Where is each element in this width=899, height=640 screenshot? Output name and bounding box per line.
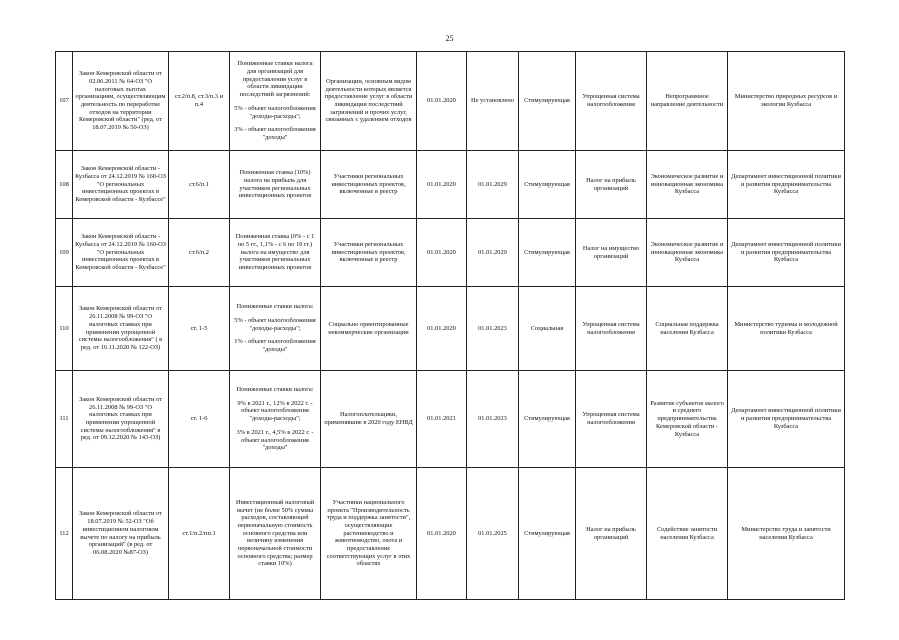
recipients-cell: Участники региональных инвестиционных проектов, включенные в реестр <box>321 151 417 219</box>
end-date-cell: 01.01.2023 <box>467 371 519 468</box>
benefit-line: 3% в 2021 г., 4,5% в 2022 г. - объект налогообложения "доходы" <box>236 428 314 452</box>
benefit-line: Пониженные ставки налога: <box>236 303 314 311</box>
benefit-type-cell: Стимулирующая <box>519 468 576 600</box>
tax-name-cell: Налог на имущество организаций <box>576 219 647 287</box>
tax-name-cell: Налог на прибыль организаций <box>576 468 647 600</box>
row-number: 108 <box>56 151 73 219</box>
benefit-type-cell: Социальная <box>519 287 576 371</box>
table-row <box>56 287 845 371</box>
table-row <box>56 371 845 468</box>
curator-cell: Департамент инвестиционной политики и развития предпринимательства Кузбасса <box>728 371 845 468</box>
row-number: 109 <box>56 219 73 287</box>
end-date-cell: 01.01.2025 <box>467 468 519 600</box>
start-date-cell: 01.01.2020 <box>417 468 467 600</box>
end-date-cell: 01.01.2029 <box>467 219 519 287</box>
article-cell: ст. 1-5 <box>169 287 230 371</box>
benefit-line: Пониженные ставки налога: <box>236 386 314 394</box>
benefit-line: 5% - объект налогообложения "доходы-расходы"; <box>234 104 316 120</box>
benefit-cell <box>230 371 321 468</box>
curator-cell: Министерство природных ресурсов и экологии Кузбасса <box>728 52 845 151</box>
benefit-cell <box>230 287 321 371</box>
page-number: 25 <box>445 34 454 43</box>
start-date-cell: 01.01.2020 <box>417 287 467 371</box>
row-number: 112 <box>56 468 73 600</box>
table-row <box>56 468 845 600</box>
benefit-line: 9% в 2021 г., 12% в 2022 г. - объект налогообложения "доходы-расходы"; <box>237 399 313 423</box>
benefit-cell <box>230 151 321 219</box>
start-date-cell: 01.01.2021 <box>417 371 467 468</box>
benefit-line: Пониженные ставки налога для организаций для предоставления услуг в области ликвидации последствий загрязнений: <box>237 60 313 99</box>
article-cell: ст.6/п.1 <box>169 151 230 219</box>
program-direction-cell: Содействие занятости населения Кузбасса <box>647 468 728 600</box>
article-cell: ст.2/п.8, ст.3/п.3 и п.4 <box>169 52 230 151</box>
end-date-cell: Не установлено <box>467 52 519 151</box>
benefit-type-cell: Стимулирующая <box>519 371 576 468</box>
program-direction-cell: Развитие субъектов малого и среднего предпринимательства Кемеровской области - Кузбасса <box>647 371 728 468</box>
start-date-cell: 01.01.2020 <box>417 219 467 287</box>
table-row <box>56 219 845 287</box>
law-cell: Закон Кемеровской области от 18.07.2019 № 52-ОЗ "Об инвестиционном налоговом вычете по налогу на прибыль организаций" (в ред. от 06.08.2020 №87-ОЗ) <box>73 468 169 600</box>
article-cell: ст.6/п.2 <box>169 219 230 287</box>
law-cell: Закон Кемеровской области - Кузбасса от 24.12.2019 № 160-ОЗ "О региональных инвестиционных проектах в Кемеровской области - Кузбассе" <box>73 219 169 287</box>
row-number: 111 <box>56 371 73 468</box>
program-direction-cell: Непрограммное направление деятельности <box>647 52 728 151</box>
law-cell: Закон Кемеровской области от 26.11.2008 № 99-ОЗ "О налоговых ставках при применении упрощенной системы налогообложения" ( в ред. от 16.11.2020 № 122-ОЗ) <box>73 287 169 371</box>
recipients-cell: Налогоплательщики, применявшие в 2020 году ЕНВД <box>321 371 417 468</box>
tax-name-cell: Упрощенная система налогообложения <box>576 371 647 468</box>
recipients-cell: Социально ориентированные некоммерческие организации <box>321 287 417 371</box>
curator-cell: Департамент инвестиционной политики и развития предпринимательства Кузбасса <box>728 219 845 287</box>
start-date-cell: 01.01.2020 <box>417 151 467 219</box>
recipients-cell: Участники национального проекта "Производительность труда и поддержка занятости", осуществляющие растениеводство и животноводство, охота и предоставление соответствующих услуг в этих областях <box>321 468 417 600</box>
program-direction-cell: Экономическое развитие и инновационная экономика Кузбасса <box>647 219 728 287</box>
curator-cell: Департамент инвестиционной политики и развития предпринимательства Кузбасса <box>728 151 845 219</box>
benefit-line: Пониженная ставка (10%) налога на прибыль для участников региональных инвестиционных проектов <box>238 169 312 200</box>
benefit-type-cell: Стимулирующая <box>519 219 576 287</box>
tax-name-cell: Налог на прибыль организаций <box>576 151 647 219</box>
benefit-cell <box>230 219 321 287</box>
benefit-line: 5% - объект налогообложения "доходы-расходы"; <box>234 316 316 332</box>
program-direction-cell: Экономическое развитие и инновационная экономика Кузбасса <box>647 151 728 219</box>
end-date-cell: 01.01.2029 <box>467 151 519 219</box>
tax-benefits-table <box>55 51 845 600</box>
recipients-cell: Организации, основным видом деятельности которых является предоставление услуг в области ликвидации последствий загрязнений и прочих услуг, связанных с удалением отходов <box>321 52 417 151</box>
article-cell: ст.1/п.2/пп.1 <box>169 468 230 600</box>
row-number: 110 <box>56 287 73 371</box>
table-row <box>56 151 845 219</box>
law-cell: Закон Кемеровской области - Кузбасса от 24.12.2019 № 160-ОЗ "О региональных инвестиционных проектах в Кемеровской области - Кузбассе" <box>73 151 169 219</box>
benefit-line: 1% - объект налогообложения "доходы" <box>234 338 316 354</box>
benefit-line: Инвестиционный налоговый вычет (не более 50% суммы расходов, составляющей первоначальную стоимость основного средства или величину изменения первоначальной стоимости основного средства; размер ставки 10%) <box>235 498 315 568</box>
curator-cell: Министерство туризма и молодежной политики Кузбасса <box>728 287 845 371</box>
recipients-cell: Участники региональных инвестиционных проектов, включенные в реестр <box>321 219 417 287</box>
benefit-type-cell: Стимулирующая <box>519 151 576 219</box>
row-number: 107 <box>56 52 73 151</box>
table-body <box>56 52 845 600</box>
tax-name-cell: Упрощенная система налогообложения <box>576 52 647 151</box>
benefit-cell <box>230 52 321 151</box>
article-cell: ст. 1-6 <box>169 371 230 468</box>
benefit-line: 3% - объект налогообложения "доходы" <box>234 126 316 141</box>
benefit-type-cell: Стимулирующая <box>519 52 576 151</box>
table-row <box>56 52 845 151</box>
law-cell: Закон Кемеровской области от 02.06.2011 № 64-ОЗ "О налоговых льготах организациям, осуществляющим деятельность по переработке отходов на территории Кемеровской области" (ред. от 18.07.2019 № 50-ОЗ) <box>73 52 169 151</box>
start-date-cell: 01.01.2020 <box>417 52 467 151</box>
law-cell: Закон Кемеровской области от 26.11.2008 № 99-ОЗ "О налоговых ставках при применении упрощенной системы налогообложения" в ред. от 09.12.2020 № 143-ОЗ) <box>73 371 169 468</box>
program-direction-cell: Социальная поддержка населения Кузбасса <box>647 287 728 371</box>
end-date-cell: 01.01.2023 <box>467 287 519 371</box>
tax-name-cell: Упрощенная система налогообложения <box>576 287 647 371</box>
benefit-cell <box>230 468 321 600</box>
benefit-line: Пониженная ставка (0% - с 1 по 5 гг., 1,1% - с 6 по 10 гг.) налога на имущество для участников региональных инвестиционных проектов <box>235 233 315 272</box>
curator-cell: Министерство труда и занятости населения Кузбасса <box>728 468 845 600</box>
